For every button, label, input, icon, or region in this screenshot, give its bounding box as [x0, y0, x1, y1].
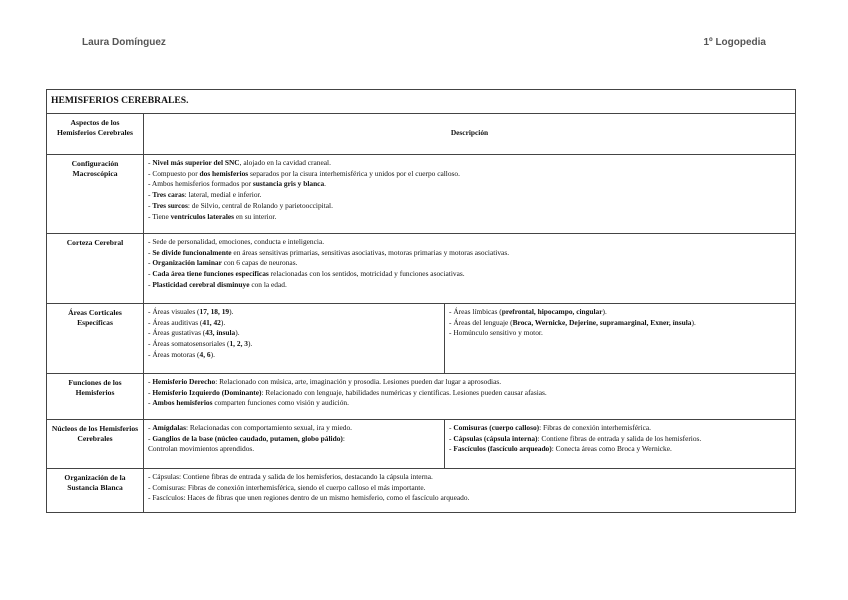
row-label-funciones: Funciones de los Hemisferios: [47, 373, 144, 419]
row-content-funciones: [144, 373, 796, 419]
list-item: - Comisuras: Fibras de conexión interhemisférica, siendo el cuerpo calloso el más importante.: [148, 482, 426, 492]
row-label-corteza: Corteza Cerebral: [47, 233, 144, 303]
list-item: - Áreas límbicas (prefrontal, hipocampo, cingular).: [449, 306, 607, 316]
list-item: - Áreas visuales (17, 18, 19).: [148, 306, 234, 316]
list-item: - Hemisferio Derecho: Relacionado con música, arte, imaginación y prosodia. Lesiones pueden dar lugar a aprosodias.: [148, 376, 502, 386]
course-label: 1º Logopedia: [703, 37, 766, 48]
list-item: - Tres caras: lateral, medial e inferior.: [148, 190, 262, 200]
table-row: [47, 154, 796, 233]
list-item: - Plasticidad cerebral disminuye con la edad.: [148, 279, 287, 289]
row-label-nucleos: Núcleos de los Hemisferios Cerebrales: [47, 419, 144, 468]
row-content-sustancia: [144, 468, 796, 512]
row-content-areas: [144, 303, 796, 373]
list-item: - Hemisferio Izquierdo (Dominante): Relacionado con lenguaje, habilidades numéricas y científicas. Lesiones pueden causar afasias.: [148, 387, 547, 397]
list-item: - Cápsulas (cápsula interna): Contiene fibras de entrada y salida de los hemisferios.: [449, 433, 702, 443]
list-item: - Organización laminar con 6 capas de neuronas.: [148, 258, 298, 268]
list-item: - Áreas gustativas (43, ínsula).: [148, 328, 240, 338]
row-label-areas: Áreas Corticales Específicas: [47, 303, 144, 373]
list-item: - Homúnculo sensitivo y motor.: [449, 328, 543, 338]
aspects-header: Aspectos de los Hemisferios Cerebrales: [47, 113, 144, 154]
hemispheres-table: [46, 89, 796, 513]
row-content-nucleos: [144, 419, 796, 468]
table-row: [47, 468, 796, 512]
table-row: [47, 303, 796, 373]
list-item: - Sede de personalidad, emociones, conducta e inteligencia.: [148, 236, 325, 246]
table-title: HEMISFERIOS CEREBRALES.: [47, 90, 796, 114]
list-item: - Áreas del lenguaje (Broca, Wernicke, Dejerine, supramarginal, Exner, ínsula).: [449, 317, 696, 327]
table-row: [47, 373, 796, 419]
list-item: - Se divide funcionalmente en áreas sensitivas primarias, sensitivas asociativas, motoras primarias y motoras asociativas.: [148, 247, 510, 257]
list-item: - Ambos hemisferios formados por sustancia gris y blanca.: [148, 179, 327, 189]
list-item: - Cada área tiene funciones específicas relacionadas con los sentidos, motricidad y funciones asociativas.: [148, 269, 465, 279]
list-item: - Fascículos (fascículo arqueado): Conecta áreas como Broca y Wernicke.: [449, 444, 672, 454]
list-item: - Nivel más superior del SNC, alojado en la cavidad craneal.: [148, 157, 331, 167]
list-item: - Cápsulas: Contiene fibras de entrada y salida de los hemisferios, destacando la cápsula interna.: [148, 471, 433, 481]
row-content-corteza: [144, 233, 796, 303]
table-row: [47, 419, 796, 468]
description-header: Descripción: [144, 113, 796, 154]
row-label-configuracion: Configuración Macroscópica: [47, 154, 144, 233]
list-item: - Ganglios de la base (núcleo caudado, putamen, globo pálido):: [148, 433, 345, 443]
list-item: - Comisuras (cuerpo calloso): Fibras de conexión interhemisférica.: [449, 422, 651, 432]
list-item: - Ambos hemisferios comparten funciones como visión y audición.: [148, 398, 349, 408]
list-item: - Fascículos: Haces de fibras que unen regiones dentro de un mismo hemisferio, como el fascículo arqueado.: [148, 493, 470, 503]
list-item: - Compuesto por dos hemisferios separados por la cisura interhemisférica y unidos por el cuerpo calloso.: [148, 168, 460, 178]
row-content-configuracion: [144, 154, 796, 233]
row-label-sustancia: Organización de la Sustancia Blanca: [47, 468, 144, 512]
author-name: Laura Domínguez: [82, 37, 166, 48]
list-item: - Tiene ventrículos laterales en su interior.: [148, 211, 277, 221]
list-item: - Áreas auditivas (41, 42).: [148, 317, 226, 327]
list-item: - Amígdalas: Relacionadas con comportamiento sexual, ira y miedo.: [148, 422, 353, 432]
table-row: [47, 233, 796, 303]
list-item: - Áreas somatosensoriales (1, 2, 3).: [148, 339, 253, 349]
list-item: - Tres surcos: de Silvio, central de Rolando y parietooccipital.: [148, 200, 333, 210]
list-item: - Áreas motoras (4, 6).: [148, 349, 215, 359]
list-item: Controlan movimientos aprendidos.: [148, 444, 255, 454]
